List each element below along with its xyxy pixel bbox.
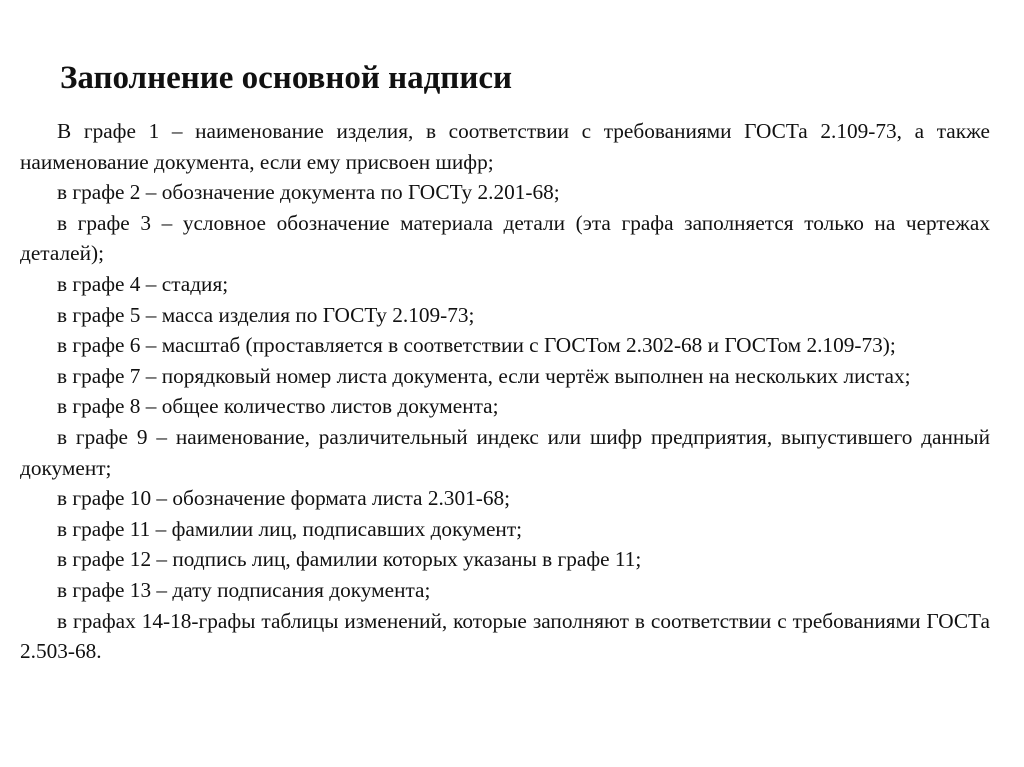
list-item-field-8: в графе 8 – общее количество листов документа;: [57, 394, 499, 419]
list-item-field-2: в графе 2 – обозначение документа по ГОСТу 2.201-68;: [57, 180, 560, 205]
list-item-field-4: в графе 4 – стадия;: [57, 271, 229, 296]
list-item-field-5: в графе 5 – масса изделия по ГОСТу 2.109-73;: [57, 302, 475, 327]
list-item-field-9: в графе 9 – наименование, различительный индекс или шифр предприятия, выпустившего данный документ;: [20, 424, 990, 480]
list-item-field-12: в графе 12 – подпись лиц, фамилии которых указаны в графе 11;: [57, 547, 642, 572]
slide-body: [20, 116, 990, 667]
list-item-field-1: В графе 1 – наименование изделия, в соответствии с требованиями ГОСТа 2.109-73, а также наименование документа, если ему присвоен шифр;: [20, 119, 990, 174]
list-item-field-13: в графе 13 – дату подписания документа;: [57, 577, 431, 602]
slide-title: Заполнение основной надписи: [60, 60, 512, 96]
list-item-field-11: в графе 11 – фамилии лиц, подписавших документ;: [57, 516, 523, 541]
list-item-field-3: в графе 3 – условное обозначение материала детали (эта графа заполняется только на чертежах деталей);: [20, 210, 990, 266]
list-item-field-6: в графе 6 – масштаб (проставляется в соответствии с ГОСТом 2.302-68 и ГОСТом 2.109-73);: [57, 333, 896, 358]
list-item-fields-14-18: в графах 14-18-графы таблицы изменений, которые заполняют в соответствии с требованиями ГОСТа 2.503-68.: [20, 608, 990, 664]
list-item-field-10: в графе 10 – обозначение формата листа 2.301-68;: [57, 486, 511, 511]
list-item-field-7: в графе 7 – порядковый номер листа документа, если чертёж выполнен на нескольких листах;: [57, 363, 911, 388]
